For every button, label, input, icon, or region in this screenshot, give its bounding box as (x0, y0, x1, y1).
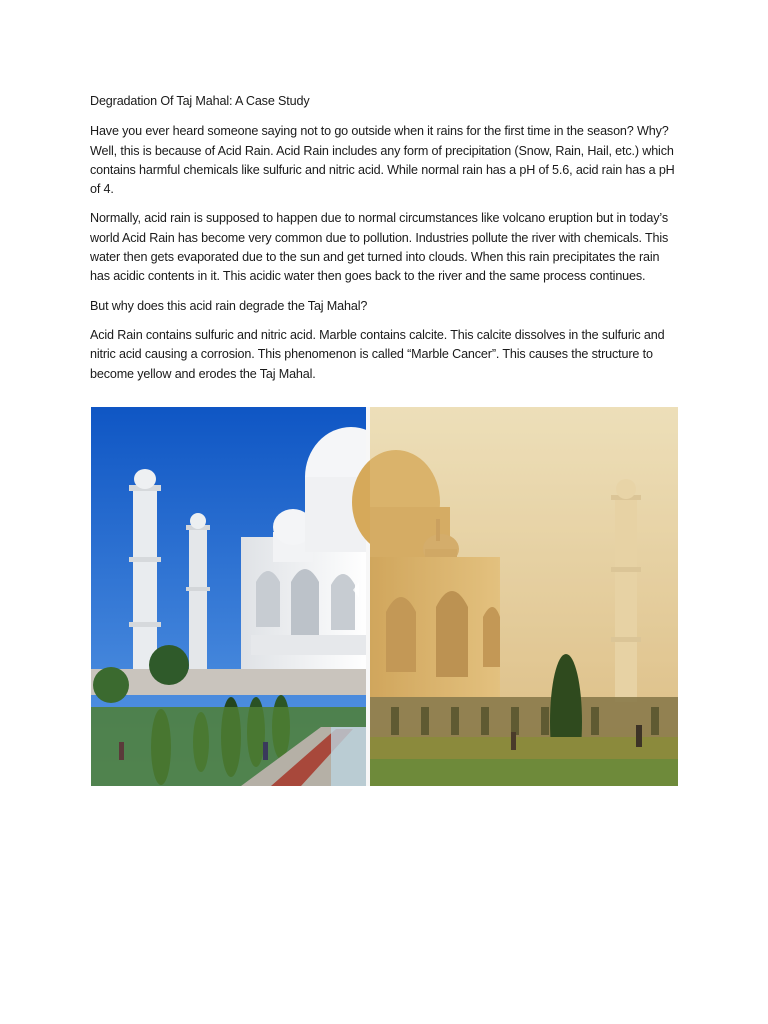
document-body (90, 92, 680, 394)
paragraph-acid-rain-cause: Normally, acid rain is supposed to happen due to normal circumstances like volcano eruption but in today’s world Acid Rain has become very common due to pollution. Industries pollute the river with chemicals. This water then gets evaporated due to the sun and get turned into clouds. When this rain precipitates the rain has acidic contents in it. This acidic water then goes back to the river and the same process continues. (90, 211, 669, 284)
document-title: Degradation Of Taj Mahal: A Case Study (90, 94, 310, 108)
paragraph-acid-rain-intro: Have you ever heard someone saying not to go outside when it rains for the first time in the season? Why? Well, this is because of Acid Rain. Acid Rain includes any form of precipitation (Snow, Rain, Hail, etc.) which contains harmful chemicals like sulfuric and nitric acid. While normal rain has a pH of 5.6, acid rain has a pH of 4. (90, 124, 675, 197)
polluted-taj-mahal-photo (352, 407, 678, 786)
paragraph-question: But why does this acid rain degrade the Taj Mahal? (90, 298, 368, 313)
paragraph-marble-cancer: Acid Rain contains sulfuric and nitric acid. Marble contains calcite. This calcite dissolves in the sulfuric and nitric acid causing a corrosion. This phenomenon is called “Marble Cancer”. This causes the structure to become yellow and erodes the Taj Mahal. (90, 327, 665, 381)
taj-mahal-comparison-image (91, 407, 678, 786)
clean-taj-mahal-photo (91, 407, 397, 786)
